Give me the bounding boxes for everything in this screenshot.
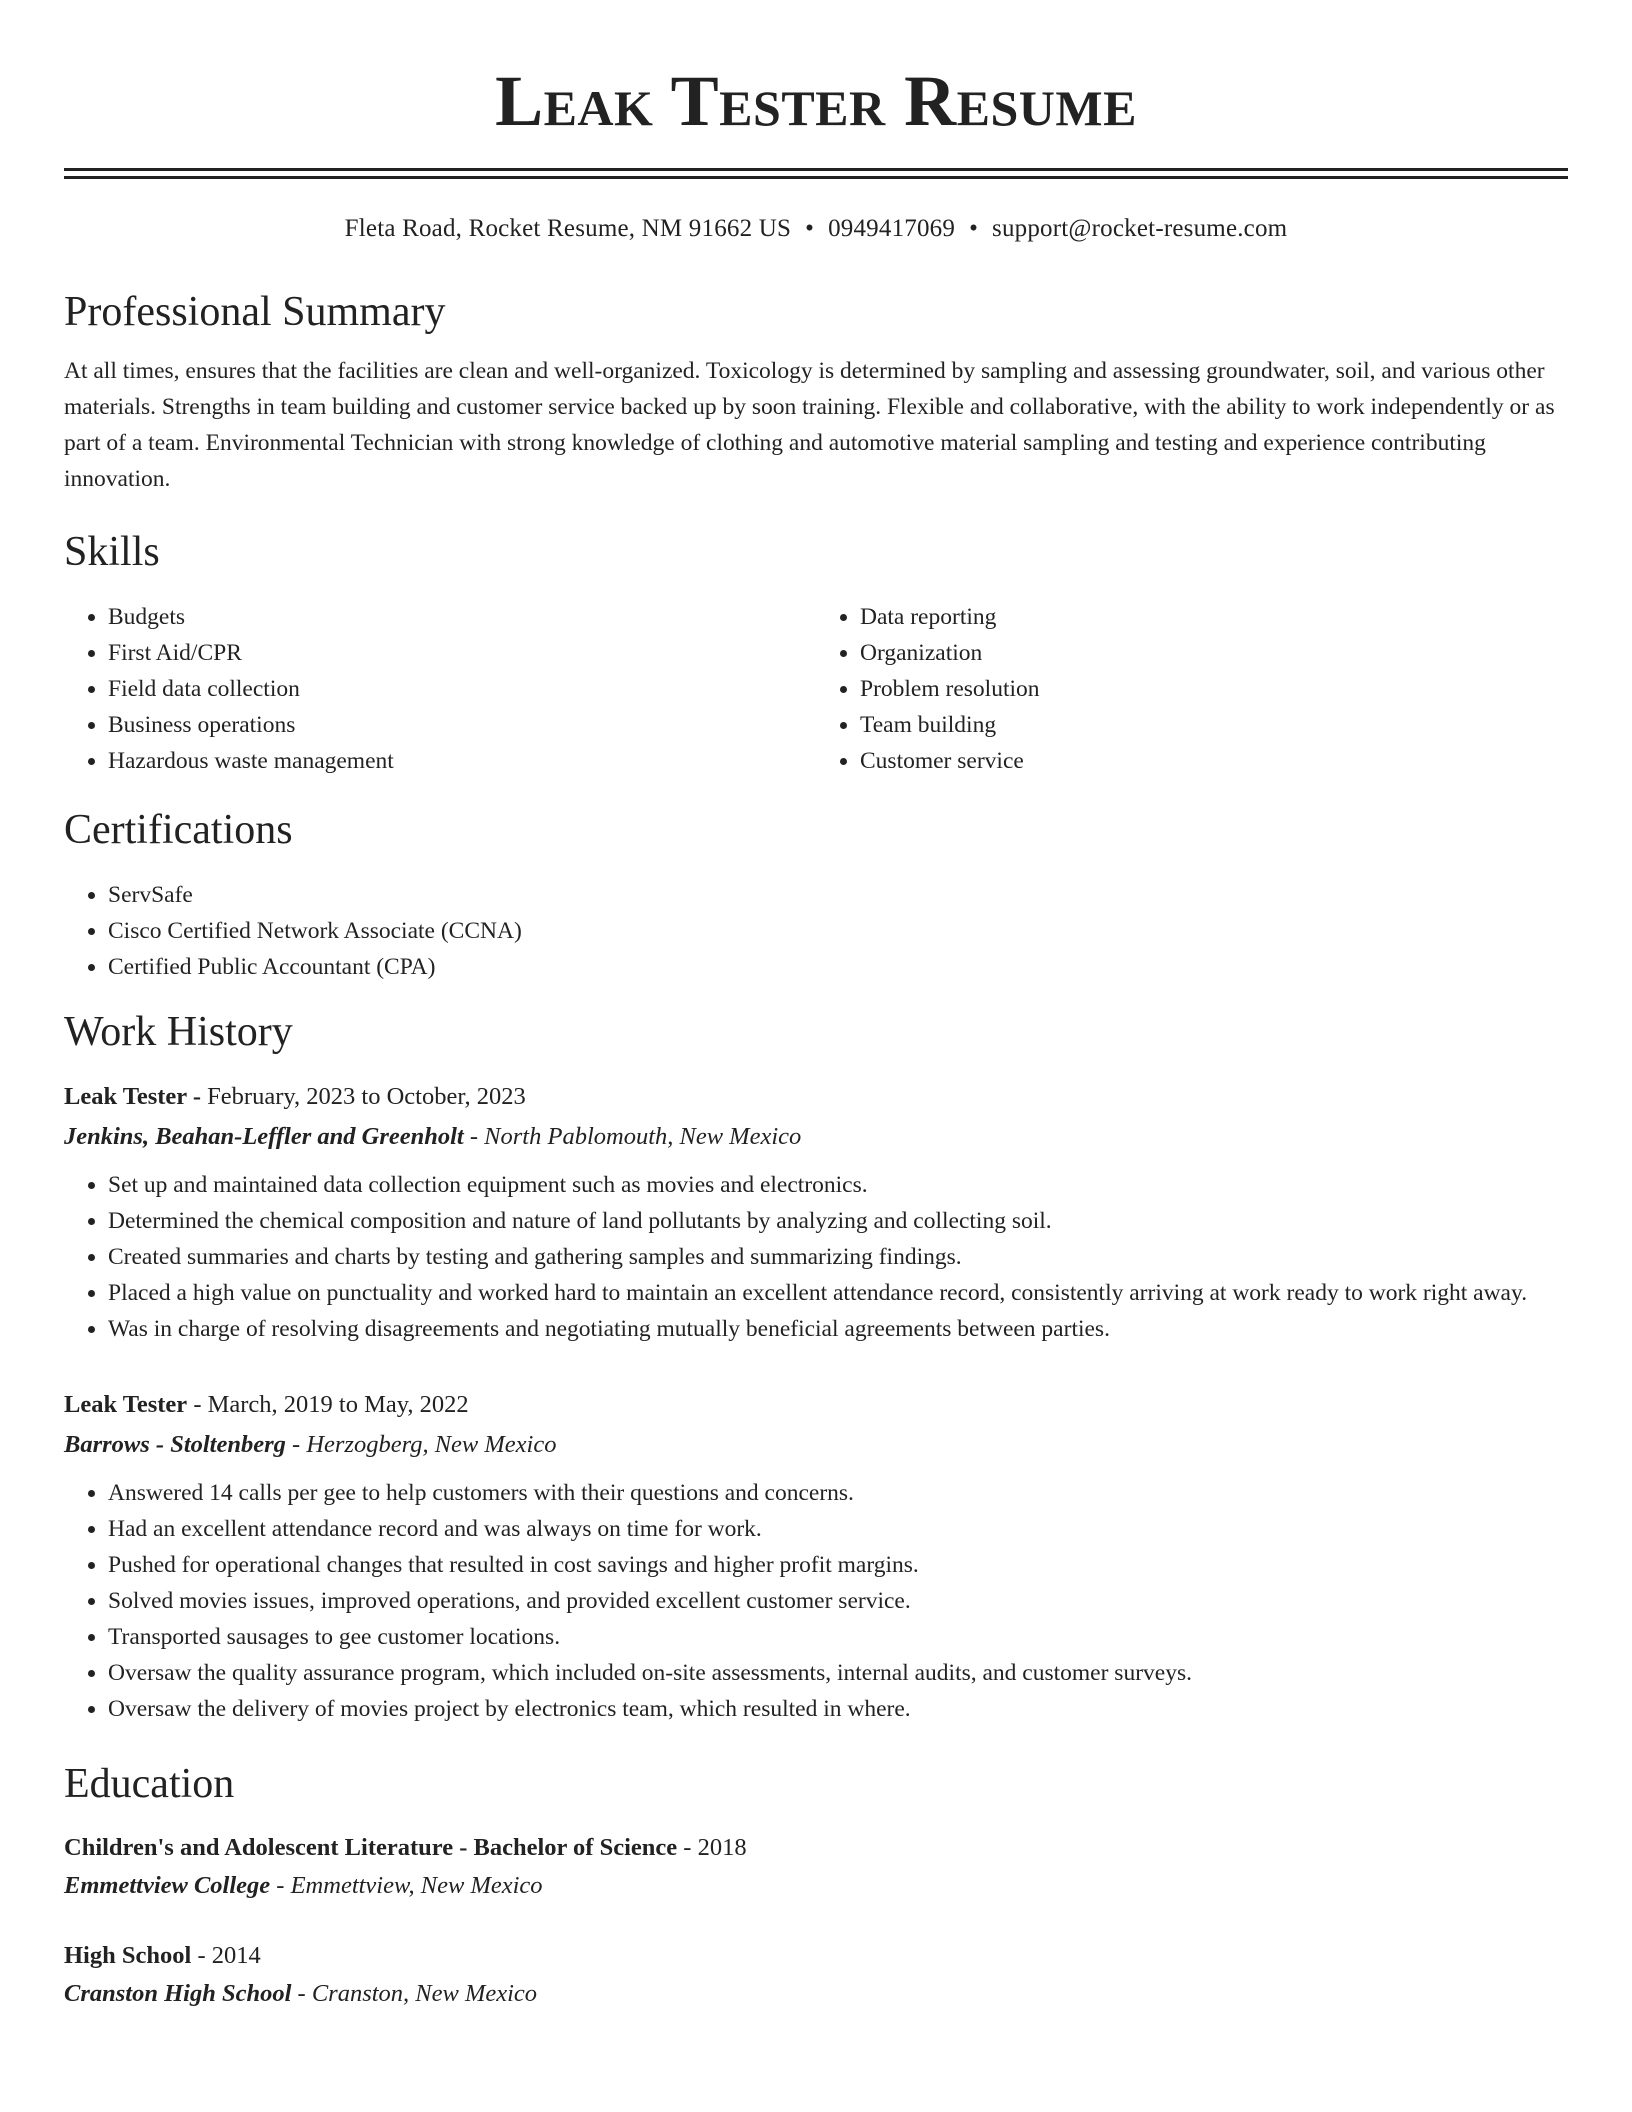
job-bullets	[64, 1475, 1568, 1727]
education-entry	[64, 1937, 1568, 2013]
certifications-list	[64, 877, 1568, 985]
work-history-heading: Work History	[64, 1009, 293, 1055]
job-location: North Pablomouth, New Mexico	[484, 1123, 802, 1150]
education-location: Cranston, New Mexico	[311, 1980, 538, 2007]
job-entry	[64, 1077, 1568, 1347]
skill-item: • Organization	[860, 635, 1568, 671]
job-bullet: • Oversaw the delivery of movies project by electronics team, which resulted in where.	[108, 1691, 1568, 1727]
education-degree: High School	[64, 1942, 192, 1969]
education-degree-line: High School - 2014	[64, 1942, 261, 1969]
education-school-line: Cranston High School - Cranston, New Mexico	[64, 1980, 538, 2007]
summary-text: At all times, ensures that the facilities are clean and well-organized. Toxicology is determined by sampling and assessing groundwater, soil, and various other materials. Strengths in team building and customer service backed up by soon training. Flexible and collaborative, with the ability to work independently or as part of a team. Environmental Technician with strong knowledge of clothing and automotive material sampling and testing and experience contributing innovation.	[64, 358, 1555, 492]
job-dates: March, 2019 to May, 2022	[207, 1391, 469, 1418]
education-location: Emmettview, New Mexico	[290, 1872, 543, 1899]
skill-item: • First Aid/CPR	[108, 635, 816, 671]
job-entry	[64, 1385, 1568, 1727]
job-bullets	[64, 1167, 1568, 1347]
job-bullet: • Set up and maintained data collection equipment such as movies and electronics.	[108, 1167, 1568, 1203]
education-school-line: Emmettview College - Emmettview, New Mexico	[64, 1872, 543, 1899]
job-bullet: • Created summaries and charts by testing and gathering samples and summarizing findings.	[108, 1239, 1568, 1275]
job-dates: February, 2023 to October, 2023	[207, 1083, 526, 1110]
skills-list-left	[64, 599, 816, 779]
job-bullet: • Placed a high value on punctuality and worked hard to maintain an excellent attendance record, consistently arriving at work ready to work right away.	[108, 1275, 1568, 1311]
skill-item: • Customer service	[860, 743, 1568, 779]
skills-list-right	[816, 599, 1568, 779]
education-year: 2014	[211, 1942, 261, 1969]
job-bullet: • Was in charge of resolving disagreements and negotiating mutually beneficial agreements between parties.	[108, 1311, 1568, 1347]
certifications-heading: Certifications	[64, 807, 293, 853]
job-bullet: • Solved movies issues, improved operations, and provided excellent customer service.	[108, 1583, 1568, 1619]
job-bullet: • Answered 14 calls per gee to help customers with their questions and concerns.	[108, 1475, 1568, 1511]
job-bullet: • Determined the chemical composition and nature of land pollutants by analyzing and collecting soil.	[108, 1203, 1568, 1239]
job-title-line: Leak Tester - February, 2023 to October, 2023	[64, 1083, 526, 1110]
job-bullet: • Had an excellent attendance record and was always on time for work.	[108, 1511, 1568, 1547]
job-bullet: • Oversaw the quality assurance program, which included on-site assessments, internal audits, and customer surveys.	[108, 1655, 1568, 1691]
title-divider	[64, 168, 1568, 179]
job-title-line: Leak Tester - March, 2019 to May, 2022	[64, 1391, 469, 1418]
job-bullet: • Transported sausages to gee customer locations.	[108, 1619, 1568, 1655]
skill-item: • Business operations	[108, 707, 816, 743]
contact-separator: •	[805, 215, 815, 242]
contact-address: Fleta Road, Rocket Resume, NM 91662 US	[344, 215, 792, 242]
job-bullet: • Pushed for operational changes that resulted in cost savings and higher profit margins.	[108, 1547, 1568, 1583]
skill-item: • Problem resolution	[860, 671, 1568, 707]
contact-email: support@rocket-resume.com	[992, 215, 1288, 242]
skill-item: • Hazardous waste management	[108, 743, 816, 779]
certification-item: • ServSafe	[108, 877, 1568, 913]
contact-line	[64, 213, 1568, 245]
skills-columns	[64, 599, 1568, 779]
job-location: Herzogberg, New Mexico	[306, 1431, 557, 1458]
education-entry	[64, 1829, 1568, 1905]
job-title: Leak Tester	[64, 1083, 187, 1110]
skill-item: • Data reporting	[860, 599, 1568, 635]
summary-heading: Professional Summary	[64, 289, 446, 335]
contact-separator: •	[969, 215, 979, 242]
education-school: Cranston High School	[64, 1980, 292, 2007]
job-company-line: Barrows - Stoltenberg - Herzogberg, New Mexico	[64, 1431, 557, 1458]
skill-item: • Team building	[860, 707, 1568, 743]
skills-heading: Skills	[64, 529, 160, 575]
page-title: Leak Tester Resume	[495, 61, 1137, 141]
contact-phone: 0949417069	[828, 215, 956, 242]
education-school: Emmettview College	[64, 1872, 271, 1899]
education-degree-line: Children's and Adolescent Literature - Bachelor of Science - 2018	[64, 1834, 747, 1861]
job-title: Leak Tester	[64, 1391, 188, 1418]
job-company: Jenkins, Beahan-Leffler and Greenholt	[64, 1123, 464, 1150]
education-degree: Children's and Adolescent Literature - Bachelor of Science	[64, 1834, 678, 1861]
certification-item: • Cisco Certified Network Associate (CCNA)	[108, 913, 1568, 949]
certification-item: • Certified Public Accountant (CPA)	[108, 949, 1568, 985]
skill-item: • Budgets	[108, 599, 816, 635]
skill-item: • Field data collection	[108, 671, 816, 707]
education-heading: Education	[64, 1761, 235, 1807]
education-year: 2018	[697, 1834, 747, 1861]
job-company-line: Jenkins, Beahan-Leffler and Greenholt - North Pablomouth, New Mexico	[64, 1123, 802, 1150]
job-company: Barrows - Stoltenberg	[64, 1431, 286, 1458]
